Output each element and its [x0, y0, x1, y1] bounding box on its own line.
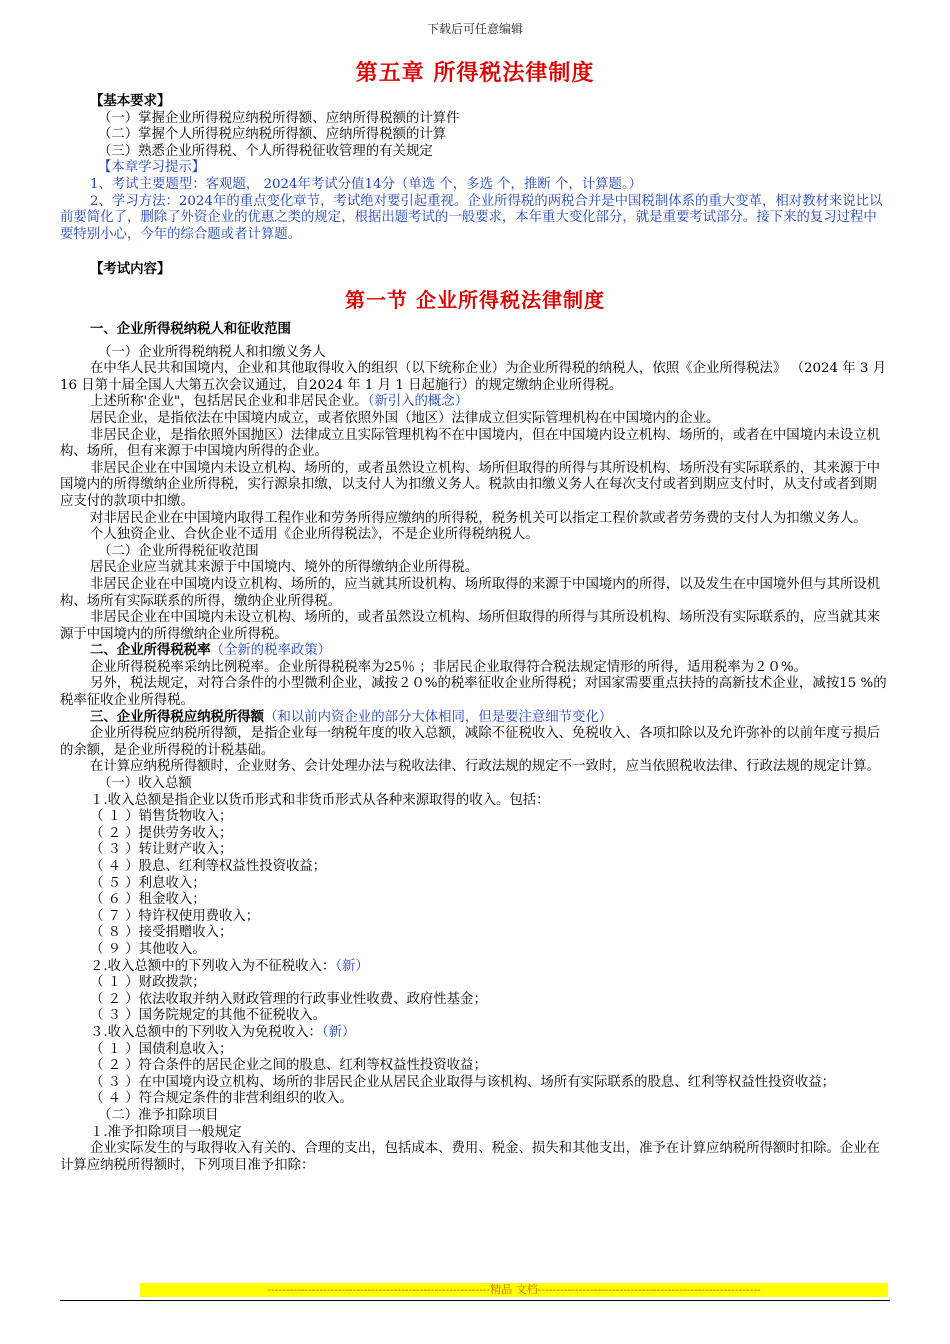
paragraph: 对非居民企业在中国境内取得工程作业和劳务所得应缴纳的所得税，税务机关可以指定工程价款或者劳务费的支付人为扣缴义务人。 — [90, 510, 867, 526]
paragraph: 个人独资企业、合伙企业不适用《企业所得税法》，不是企业所得税纳税人。 — [90, 527, 539, 543]
part1-heading: 一、企业所得税纳税人和征收范围 — [90, 322, 291, 337]
paragraph: 非居民企业在中国境内未设立机构、场所的，或者虽然设立机构、场所但取得的所得与其所设机构、场所没有实际联系的，其来源于中国境内的所得缴纳企业所得税，实行源泉扣缴，以支付人为扣缴义务人。税款由扣缴义务人在每次支付或者到期应支付时，从支付或者到期应支付的款项中扣缴。 — [60, 460, 881, 509]
paragraph: 在中华人民共和国境内，企业和其他取得收入的组织（以下统称企业）为企业所得税的纳税人，依照《企业所得税法》 （2024 年 3 月16 日第十届全国人大第五次会议通过，自2024 年 1 月 1 日起施行）的规定缴纳企业所得税。 — [60, 361, 887, 393]
paragraph: 非居民企业在中国境内设立机构、场所的，应当就其所设机构、场所取得的来源于中国境内的所得，以及发生在中国境外但与其所设机构、场所有实际联系的所得，缴纳企业所得税。 — [60, 576, 881, 609]
basic-req-heading: 【基本要求】 — [90, 94, 171, 109]
paragraph: 企业实际发生的与取得收入有关的、合理的支出，包括成本、费用、税金、损失和其他支出，准予在计算应纳税所得额时扣除。企业在计算应纳税所得额时，下列项目准予扣除： — [60, 1141, 881, 1173]
list-item: （ ２ ）符合条件的居民企业之间的股息、红利等权益性投资收益； — [90, 1058, 487, 1074]
list-item: （ ２ ）提供劳务收入； — [90, 825, 233, 841]
note-new: （新） — [321, 1024, 356, 1040]
list-intro: ２.收入总额中的下列收入为不征税收入： — [90, 958, 336, 974]
paragraph: 居民企业，是指依法在中国境内成立，或者依照外国（地区）法律成立但实际管理机构在中国境内的企业。 — [90, 410, 720, 426]
page-header: 下载后可任意编辑 — [426, 22, 523, 36]
part1-sub1: （一）企业所得税纳税人和扣缴义务人 — [98, 344, 326, 360]
part3-sub1: （一）收入总额 — [98, 776, 192, 792]
note-new: （新） — [335, 958, 369, 974]
section-title: 第一节 企业所得税法律制度 — [345, 288, 605, 312]
paragraph: 企业所得税税率采纳比例税率。企业所得税税率为25％ ；非居民企业取得符合税法规定情形的所得，适用税率为２０%。 — [90, 659, 807, 675]
part3-heading: 三、企业所得税应纳税所得额 — [90, 709, 265, 725]
footer-banner: ------------------------------------------------------------精品 文档------------------------------------------------------------ — [140, 1283, 888, 1297]
list-item: （ ９ ）其他收入。 — [90, 941, 206, 957]
exam-content-heading: 【考试内容】 — [90, 262, 171, 277]
list-item: （ ７ ）特许权使用费收入； — [90, 908, 260, 924]
section-body — [60, 322, 890, 1174]
paragraph: 非居民企业，是指依照外国抛区）法律成立且实际管理机构不在中国境内，但在中国境内设立机构、场所的，或者在中国境内未设立机构、场所，但有来源于中国境内所得的企业。 — [60, 427, 881, 460]
study-tip-2: 2、学习方法：2024年的重点变化章节，考试绝对要引起重视。企业所得税的两税合并是中国税制体系的重大变革，相对教材来说比以前要简化了，删除了外资企业的优惠之类的规定，根据出题考试的一般要求，本年重大变化部分，就是重要考试部分。接下来的复习过程中要特别小心，今年的综合题或者计算题。 — [60, 193, 883, 242]
paragraph: 企业所得税应纳税所得额，是指企业每一纳税年度的收入总额，减除不征税收入、免税收入、各项扣除以及允许弥补的以前年度亏损后的余额，是企业所得税的计税基础。 — [60, 726, 881, 758]
list-intro: ３.收入总额中的下列收入为免税收入： — [90, 1024, 322, 1040]
part3-sub2: （二）准予扣除项目 — [98, 1107, 219, 1123]
note-new-concept: （新引入的概念） — [367, 394, 469, 410]
part2-note: （全新的税率政策） — [210, 643, 332, 659]
part2-heading: 二、企业所得税税率 — [90, 643, 211, 659]
exam-content-label — [60, 262, 890, 279]
basic-req-item: （二）掌握个人所得税应纳税所得额、应纳所得税额的计算 — [98, 127, 447, 143]
list-item: （ ２ ）依法收取并纳入财政管理的行政事业性收费、政府性基金； — [90, 991, 487, 1007]
list-item: （ ８ ）接受捐赠收入； — [90, 925, 233, 941]
list-item: （ ４ ）股息、红利等权益性投资收益； — [90, 859, 327, 874]
list-item: （ １ ）销售货物收入； — [90, 809, 233, 825]
paragraph: 在计算应纳税所得额时，企业财务、会计处理办法与税收法律、行政法规的规定不一致时，应当依照税收法律、行政法规的规定计算。 — [90, 759, 881, 775]
list-item: （ ４ ）符合规定条件的非营利组织的收入。 — [90, 1091, 353, 1107]
part1-sub2: （二）企业所得税征收范围 — [98, 543, 259, 559]
chapter-title: 第五章 所得税法律制度 — [355, 61, 595, 86]
list-item: （ １ ）国债利息收入； — [90, 1041, 233, 1057]
list-item: （ ６ ）租金收入； — [90, 892, 206, 908]
list-item: （ ３ ）转让财产收入； — [90, 842, 233, 858]
list-intro: １.准予扣除项目一般规定 — [90, 1124, 242, 1140]
list-intro: １.收入总额是指企业以货币形式和非货币形式从各种来源取得的收入。包括： — [90, 792, 550, 808]
study-tips-heading: 【本章学习提示】 — [98, 160, 206, 176]
paragraph: 居民企业应当就其来源于中国境内、境外的所得缴纳企业所得税。 — [90, 560, 479, 576]
basic-req-item: （一）掌握企业所得税应纳税所得额、应纳所得税额的计算件 — [98, 110, 460, 126]
basic-requirements — [60, 94, 890, 243]
study-tip-1: 1、考试主要题型：客观题， 2024年考试分值14分（单选 个，多选 个，推断 个，计算题。） — [90, 176, 643, 192]
paragraph: 上述所称'企业"，包括居民企业和非居民企业。 — [90, 394, 368, 410]
basic-req-item: （三）熟悉企业所得税、个人所得税征收管理的有关规定 — [98, 143, 433, 159]
list-item: （ ３ ）国务院规定的其他不征税收入。 — [90, 1008, 327, 1024]
part3-note: （和以前内资企业的部分大体相同，但是要注意细节变化） — [264, 709, 613, 725]
footer-rule — [60, 1300, 890, 1301]
list-item: （ １ ）财政拨款； — [90, 975, 206, 991]
paragraph: 非居民企业在中国境内未设立机构、场所的，或者虽然设立机构、场所但取得的所得与其所设机构、场所没有实际联系的，应当就其来源于中国境内的所得缴纳企业所得税。 — [60, 610, 881, 642]
paragraph: 另外，税法规定，对符合条件的小型微利企业，减按２０%的税率征收企业所得税；对国家需要重点扶持的高新技术企业，减按15 %的税率征收企业所得税。 — [60, 676, 887, 709]
document-page — [60, 0, 890, 1344]
list-item: （ ５ ）利息收入； — [90, 875, 206, 891]
list-item: （ ３ ）在中国境内设立机构、场所的非居民企业从居民企业取得与该机构、场所有实际联系的股息、红利等权益性投资收益； — [90, 1074, 835, 1090]
